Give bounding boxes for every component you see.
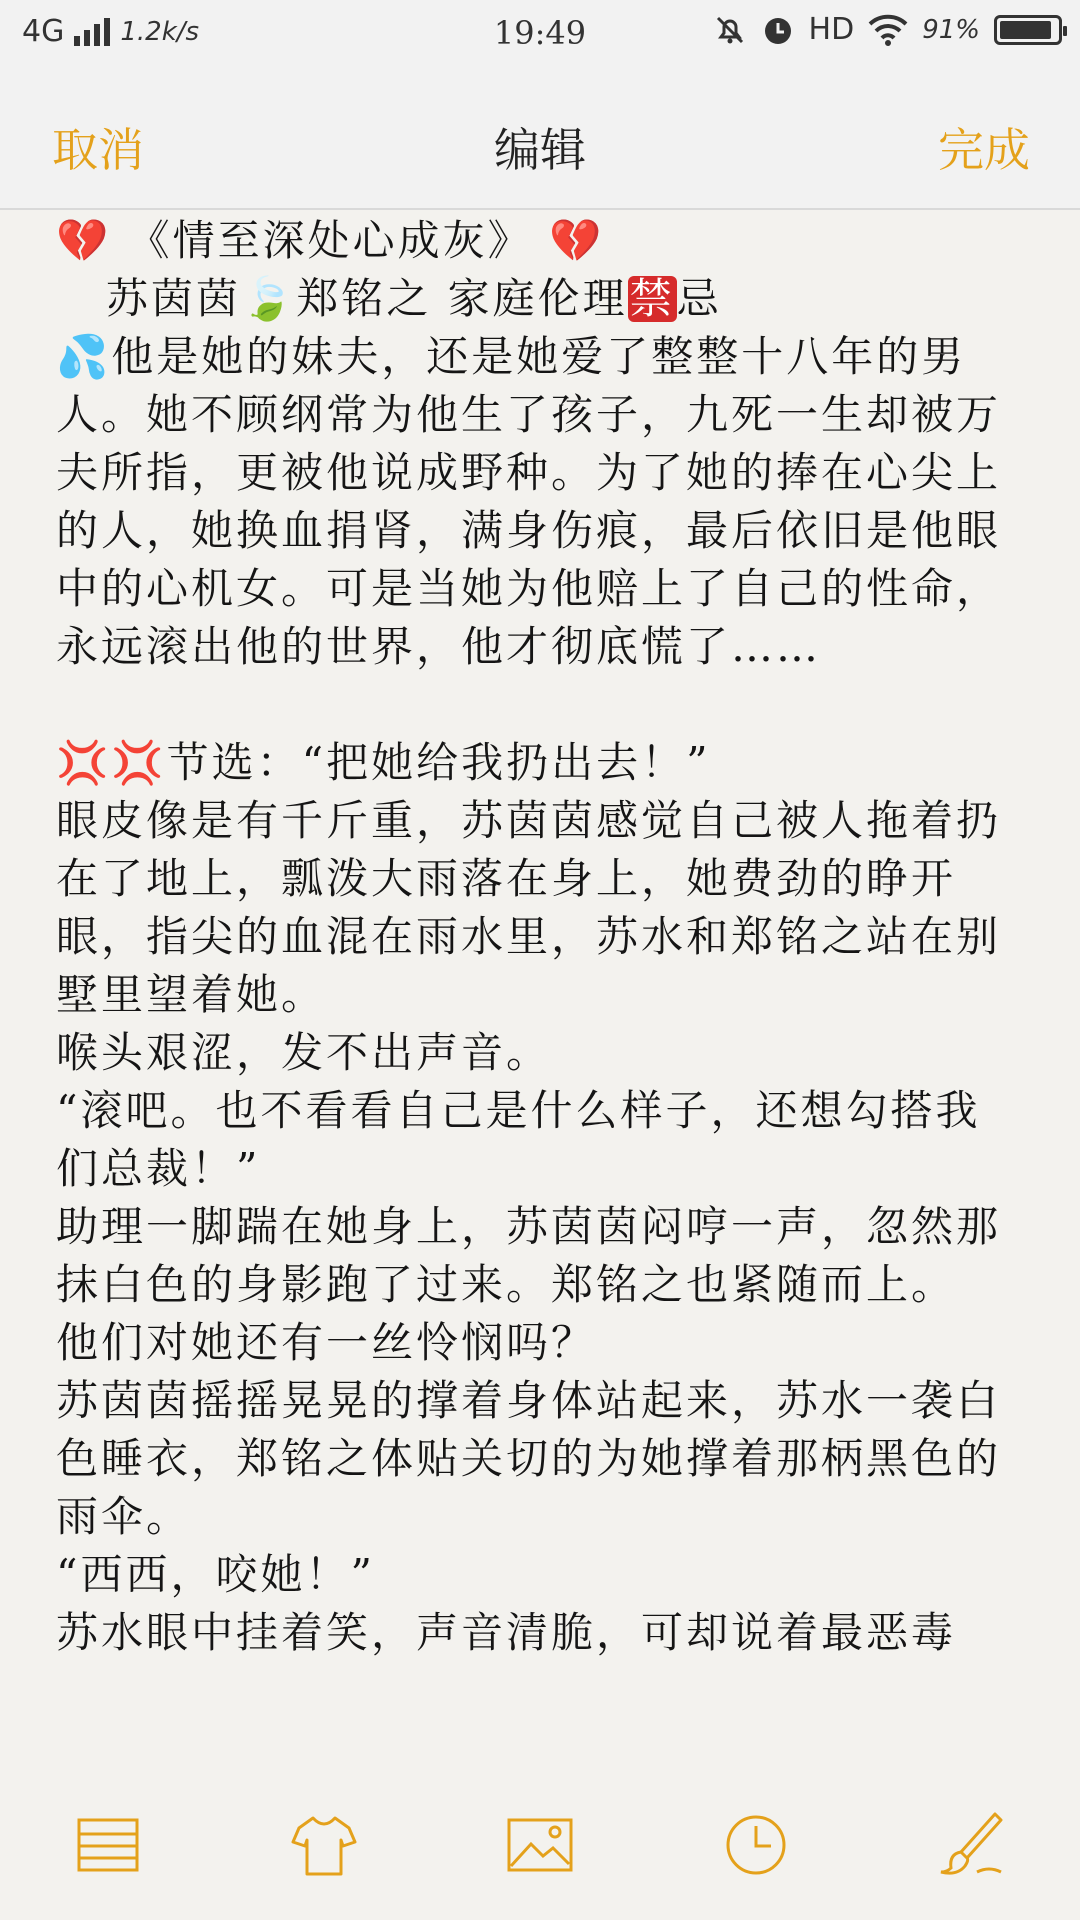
paragraph: 他们对她还有一丝怜悯吗？: [56, 1318, 597, 1367]
battery-percent: 91%: [922, 14, 980, 45]
paragraph: “滚吧。也不看看自己是什么样子，还想勾搭我们总裁！”: [56, 1086, 981, 1193]
note-editor[interactable]: [56, 212, 1022, 1772]
subtitle-text: 郑铭之 家庭伦理: [296, 274, 628, 323]
hd-label: HD: [808, 12, 855, 47]
alarm-clock-icon: [761, 13, 795, 47]
excerpt-heading: 节选：“把她给我扔出去！”: [166, 738, 711, 787]
status-right: [713, 12, 1062, 47]
done-button[interactable]: 完成: [938, 123, 1030, 177]
brush-icon: [937, 1810, 1007, 1880]
anger-icon: 💢: [111, 738, 167, 787]
leaf-icon: 🍃: [241, 274, 297, 323]
excerpt-heading-line: [56, 734, 1022, 792]
paragraph: 喉头艰涩，发不出声音。: [56, 1028, 552, 1077]
list-button[interactable]: [73, 1810, 143, 1880]
paragraph: 苏水眼中挂着笑，声音清脆，可却说着最恶毒: [56, 1608, 957, 1657]
cancel-button[interactable]: 取消: [52, 123, 144, 177]
battery-icon: [994, 15, 1062, 45]
network-label: 4G: [22, 14, 65, 49]
insert-image-button[interactable]: [505, 1810, 575, 1880]
handwriting-button[interactable]: [937, 1810, 1007, 1880]
list-icon: [73, 1810, 143, 1880]
broken-heart-icon: 💔: [549, 216, 605, 265]
paragraph: 苏茵茵摇摇晃晃的撑着身体站起来，苏水一袭白色睡衣，郑铭之体贴关切的为她撑着那柄黑色的雨伞。: [56, 1376, 1002, 1541]
note-title-line: [56, 212, 1022, 270]
network-speed: 1.2k/s: [120, 16, 200, 47]
image-icon: [505, 1810, 575, 1880]
bottom-toolbar: [0, 1770, 1080, 1920]
paragraph: “西西，咬她！”: [56, 1550, 375, 1599]
anger-icon: 💢: [56, 738, 112, 787]
forbidden-badge: 禁: [629, 274, 675, 323]
paragraph: 助理一脚踹在她身上，苏茵茵闷哼一声，忽然那抹白色的身影跑了过来。郑铭之也紧随而上。: [56, 1202, 1002, 1309]
nav-bar: [0, 70, 1080, 210]
sweat-drops-icon: 💦: [56, 332, 112, 381]
subtitle-end: 忌: [676, 274, 722, 323]
broken-heart-icon: 💔: [56, 216, 112, 265]
clock-icon: [721, 1810, 791, 1880]
character-name: 苏茵茵: [106, 274, 242, 323]
page-title: 编辑: [494, 123, 586, 177]
intro-text: 他是她的妹夫，还是她爱了整整十八年的男人。她不顾纲常为他生了孩子，九死一生却被万夫所指，更被他说成野种。为了她的捧在心尖上的人，她换血捐肾，满身伤痕，最后依旧是他眼中的心机女。可是当她为他赔上了自己的性命，永远滚出他的世界，他才彻底慌了……: [56, 332, 1002, 671]
theme-button[interactable]: [289, 1810, 359, 1880]
status-time: 19:49: [493, 14, 587, 52]
mute-bell-icon: [713, 13, 747, 47]
empty-line: [56, 676, 1022, 734]
paragraph: 眼皮像是有千斤重，苏茵茵感觉自己被人拖着扔在了地上，瓢泼大雨落在身上，她费劲的睁开眼，指尖的血混在雨水里，苏水和郑铭之站在别墅里望着她。: [56, 796, 1002, 1019]
note-intro: [56, 328, 1022, 676]
status-bar: [0, 0, 1080, 70]
wifi-icon: [868, 14, 908, 46]
note-title: 《情至深处心成灰》: [127, 216, 533, 265]
shirt-icon: [289, 1810, 359, 1880]
note-subtitle-line: [56, 270, 1022, 328]
reminder-button[interactable]: [721, 1810, 791, 1880]
